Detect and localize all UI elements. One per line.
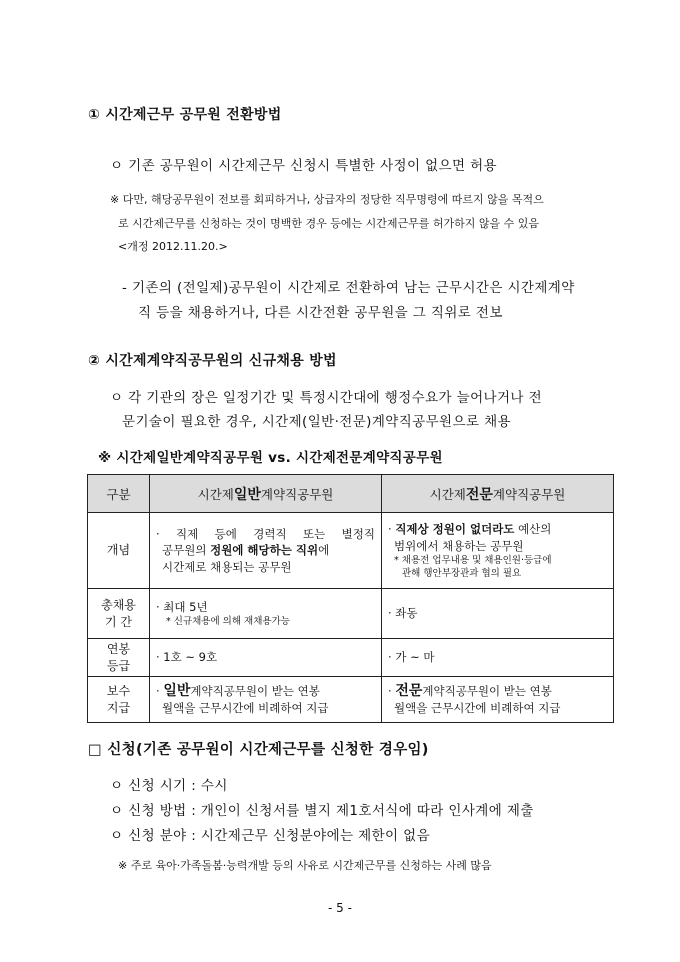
grade-expert: · 가 ~ 마: [382, 639, 614, 677]
section3-item1: ㅇ 신청 시기 : 수시: [110, 778, 228, 794]
header-category: 구분: [88, 475, 150, 513]
pay-general: · 일반계약직공무원이 받는 연봉 월액을 근무시간에 비례하여 지급: [150, 677, 382, 723]
section1-bullet: ㅇ 기존 공무원이 시간제근무 신청시 특별한 사정이 없으면 허용: [110, 158, 497, 174]
compare-title: ※ 시간제일반계약직공무원 vs. 시간제전문계약직공무원: [98, 450, 443, 466]
row-label-pay: 보수 지급: [88, 677, 150, 723]
pay-expert: · 전문계약직공무원이 받는 연봉 월액을 근무시간에 비례하여 지급: [382, 677, 614, 723]
section2-heading: ② 시간제계약직공무원의 신규채용 방법: [88, 353, 337, 369]
row-label-period: 총채용 기 간: [88, 589, 150, 639]
table-row-concept: [88, 513, 614, 589]
row-label-grade: 연봉 등급: [88, 639, 150, 677]
table-row-grade: [88, 639, 614, 677]
section2-bullet-line1: ㅇ 각 기관의 장은 일정기간 및 특정시간대에 행정수요가 늘어나거나 전: [110, 390, 543, 406]
period-general: · 최대 5년 * 신규채용에 의해 재채용가능: [150, 589, 382, 639]
concept-expert: · 직제상 정원이 없더라도 예산의 범위에서 채용하는 공무원 * 채용전 업무내용 및 채용인원·등급에 관해 행안부장관과 협의 필요: [382, 513, 614, 589]
page-number: - 5 -: [328, 901, 352, 915]
section3-note: ※ 주로 육아·가족돌봄·능력개발 등의 사유로 시간제근무를 신청하는 사례 많음: [118, 859, 492, 872]
comparison-table: [87, 474, 614, 723]
table-row-pay: [88, 677, 614, 723]
concept-general: · 직제 등에 경력직 또는 별정직 공무원의 정원에 해당하는 직위에 시간제로 채용되는 공무원: [150, 513, 382, 589]
section1-note-line3: <개정 2012.11.20.>: [118, 240, 228, 253]
section1-note-line2: 로 시간제근무를 신청하는 것이 명백한 경우 등에는 시간제근무를 허가하지 않을 수 있음: [118, 217, 539, 230]
row-label-concept: 개념: [88, 513, 150, 589]
section3-heading: □ 신청(기존 공무원이 시간제근무를 신청한 경우임): [88, 742, 429, 758]
header-general: 시간제일반계약직공무원: [150, 475, 382, 513]
section1-heading: ① 시간제근무 공무원 전환방법: [88, 107, 282, 123]
table-header-row: [88, 475, 614, 513]
section1-dash-line1: - 기존의 (전일제)공무원이 시간제로 전환하여 남는 근무시간은 시간제계약: [122, 280, 575, 296]
section2-bullet-line2: 문기술이 필요한 경우, 시간제(일반·전문)계약직공무원으로 채용: [122, 414, 511, 430]
section3-item2: ㅇ 신청 방법 : 개인이 신청서를 별지 제1호서식에 따라 인사계에 제출: [110, 803, 534, 819]
period-expert: · 좌동: [382, 589, 614, 639]
grade-general: · 1호 ~ 9호: [150, 639, 382, 677]
header-expert: 시간제전문계약직공무원: [382, 475, 614, 513]
section1-dash-line2: 직 등을 채용하거나, 다른 시간전환 공무원을 그 직위로 전보: [138, 305, 503, 321]
table-row-period: [88, 589, 614, 639]
section1-note-line1: ※ 다만, 해당공무원이 전보를 회피하거나, 상급자의 정당한 직무명령에 따르지 않을 목적으: [110, 193, 544, 206]
section3-item3: ㅇ 신청 분야 : 시간제근무 신청분야에는 제한이 없음: [110, 828, 431, 844]
